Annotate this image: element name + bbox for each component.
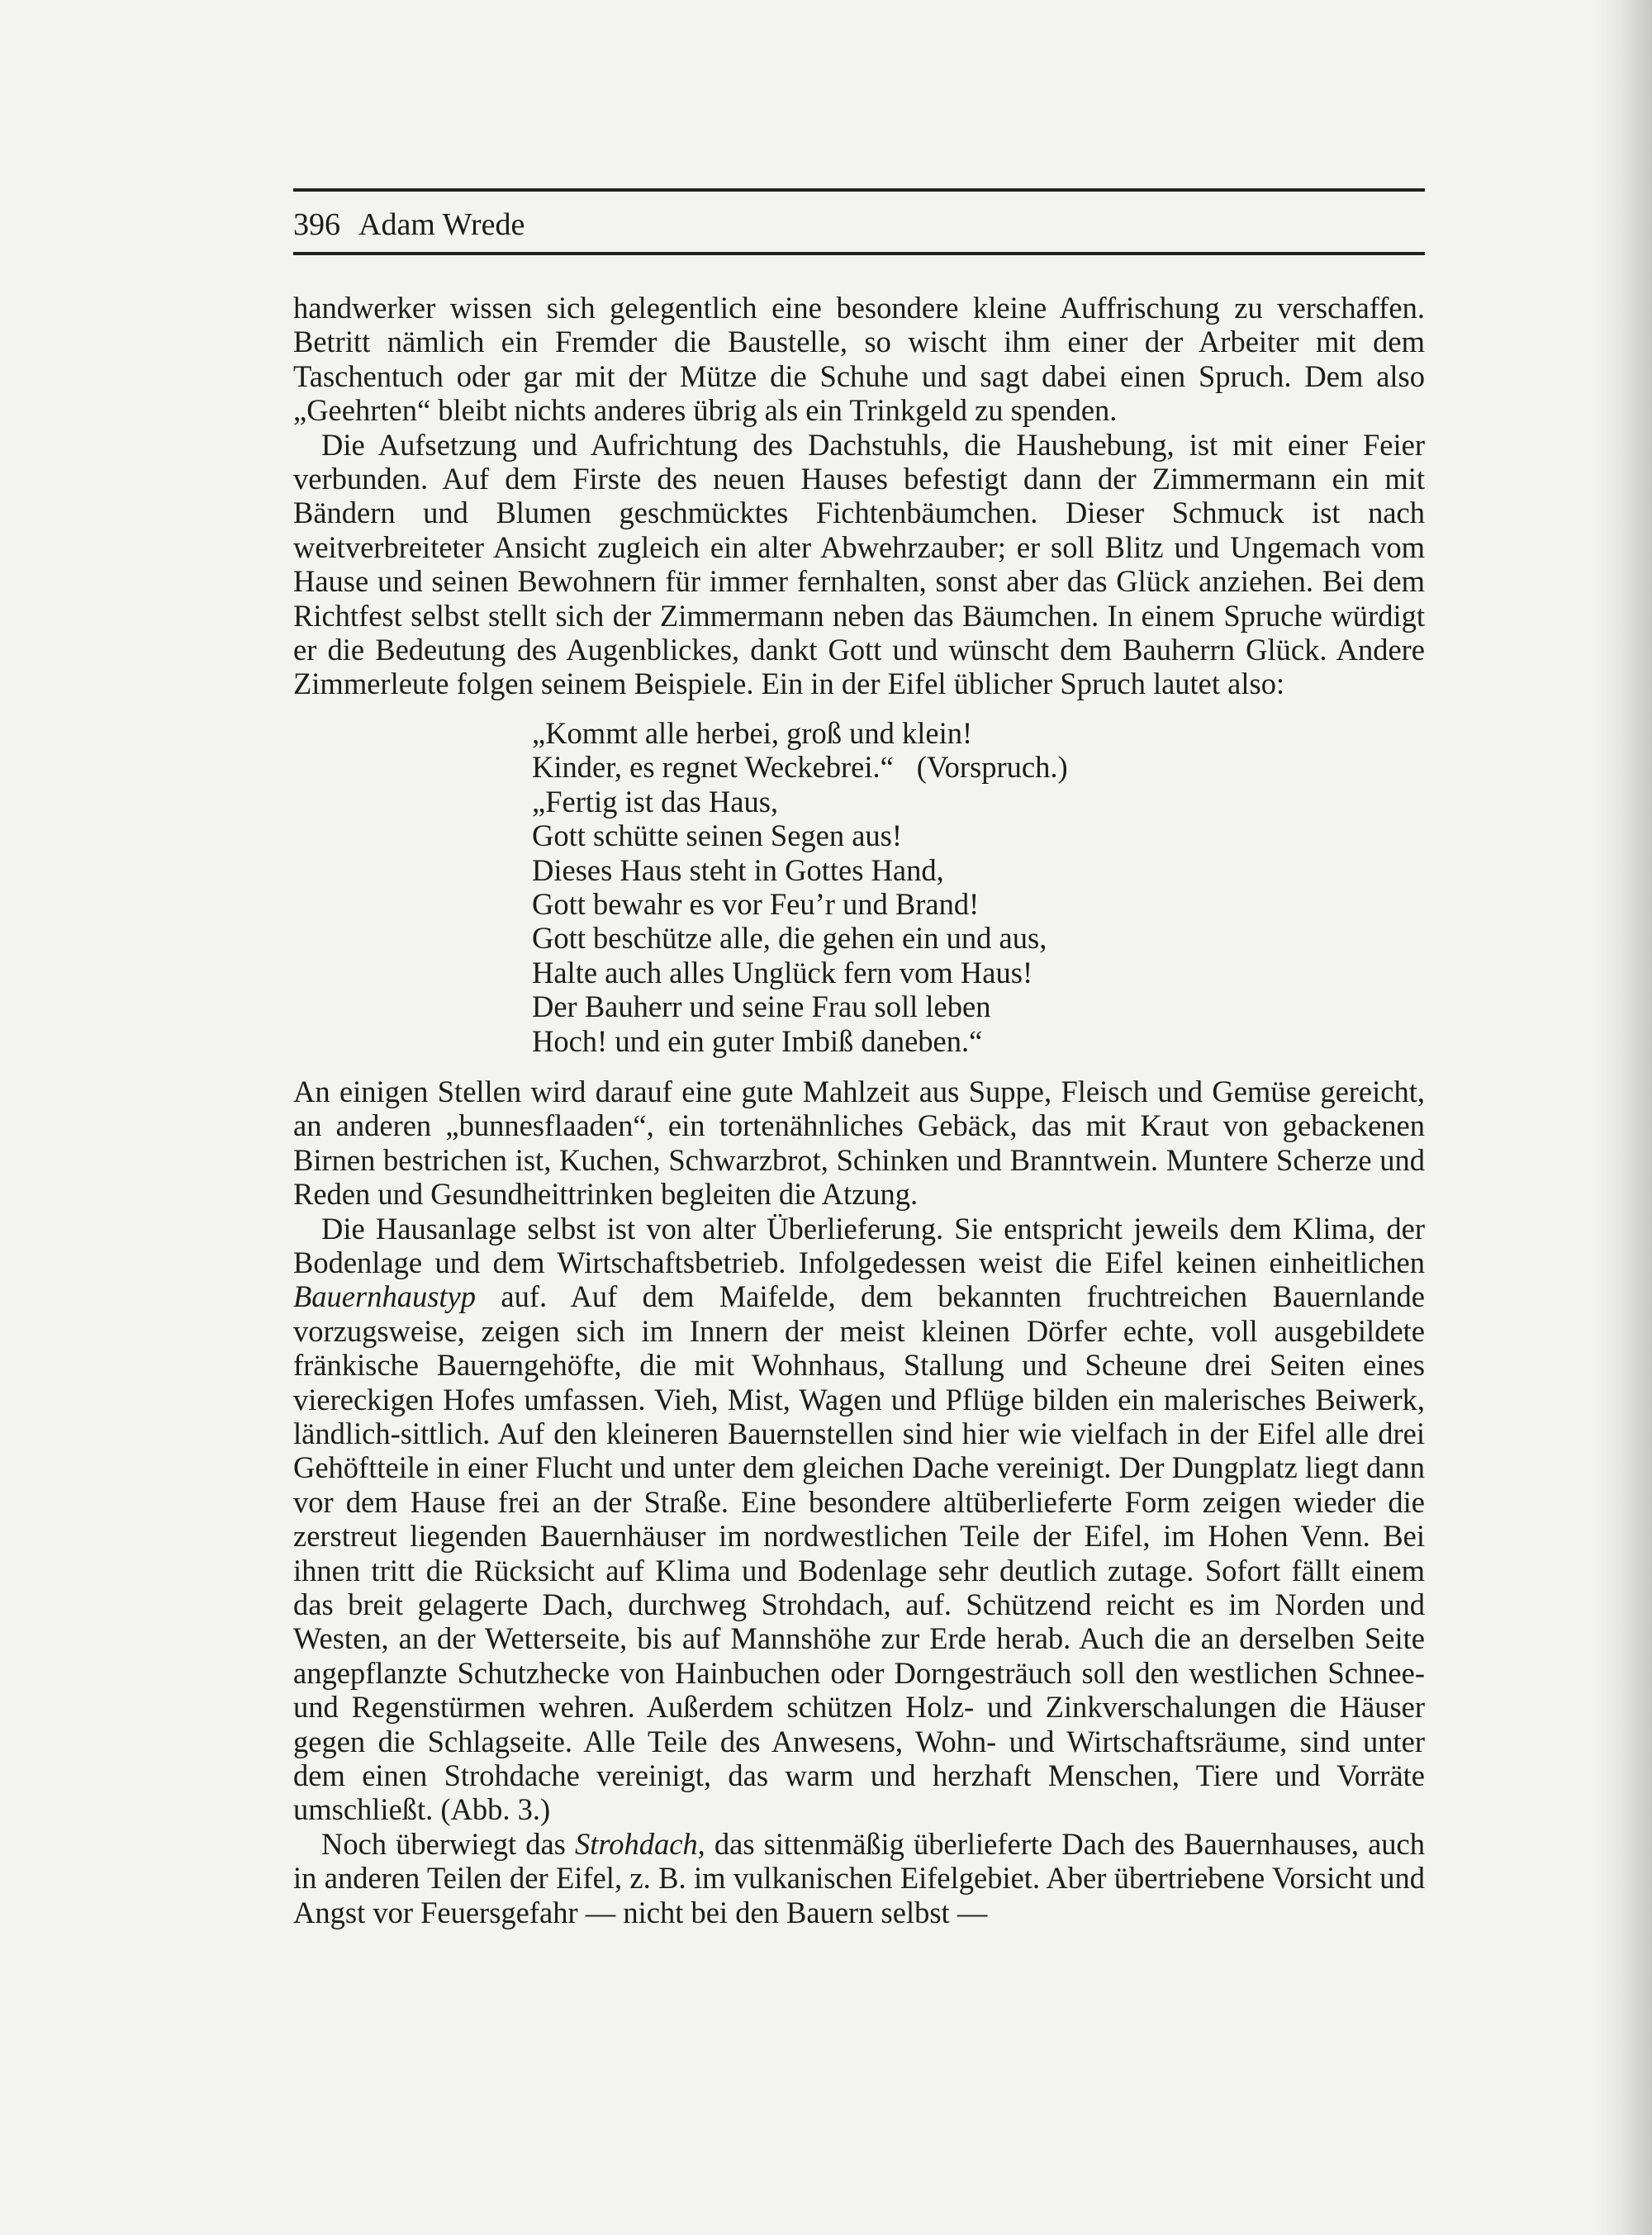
emphasis-bauernhaustyp: Bauernhaustyp bbox=[293, 1279, 476, 1314]
paragraph-5 bbox=[293, 1827, 1425, 1929]
verse-line: Hoch! und ein guter Imbiß daneben.“ bbox=[532, 1023, 983, 1058]
running-header bbox=[293, 202, 1425, 248]
verse-line: Gott beschütze alle, die gehen ein und aus, bbox=[532, 921, 1047, 956]
verse-line: „Fertig ist das Haus, bbox=[532, 784, 779, 819]
verse-line: Gott schütte seinen Segen aus! bbox=[532, 819, 903, 853]
paragraph-2: Die Aufsetzung und Aufrichtung des Dachstuhls, die Haushebung, ist mit einer Feier verbunden. Auf dem Firste des neuen Hauses befestigt dann der Zimmermann ein mit Bändern und Blumen geschmücktes Fichtenbäumchen. Dieser Schmuck ist nach weitverbreiteter Ansicht zugleich ein alter Abwehrzauber; er soll Blitz und Ungemach vom Hause und seinen Bewohnern für immer fernhalten, sonst aber das Glück anziehen. Bei dem Richtfest selbst stellt sich der Zimmermann neben das Bäumchen. In einem Spruche würdigt er die Bedeutung des Augenblickes, dankt Gott und wünscht dem Bauherrn Glück. Andere Zimmerleute folgen seinem Beispiele. Ein in der Eifel üblicher Spruch lautet also: bbox=[293, 427, 1425, 701]
paragraph-4-part-a: Die Hausanlage selbst ist von alter Überlieferung. Sie entspricht jeweils dem Klima, der Bodenlage und dem Wirtschaftsbetrieb. Infolgedessen weist die Eifel keinen einheitlichen bbox=[293, 1211, 1425, 1279]
body-text bbox=[293, 291, 1425, 1929]
paragraph-5-part-b: das sittenmäßig überlieferte Dach des Bauernhauses, auch in anderen Teilen der Eifel, z. B. im vulkanischen Eifelgebiet. Aber übertriebene Vorsicht und Angst vor Feuersgefahr — nicht bei den Bauern selbst — bbox=[293, 1826, 1425, 1929]
paragraph-5-part-a: Noch überwiegt das bbox=[321, 1826, 566, 1861]
paragraph-3: An einigen Stellen wird darauf eine gute Mahlzeit aus Suppe, Fleisch und Gemüse gereicht, an anderen „bunnesflaaden“, ein tortenähnliches Gebäck, das mit Kraut von gebackenen Birnen bestrichen ist, Kuchen, Schwarzbrot, Schinken und Branntwein. Muntere Scherze und Reden und Gesundheittrinken begleiten die Atzung. bbox=[293, 1074, 1425, 1212]
verse-line: Dieses Haus steht in Gottes Hand, bbox=[532, 852, 944, 887]
paragraph-4 bbox=[293, 1212, 1425, 1827]
verse-line: „Kommt alle herbei, groß und klein! bbox=[532, 715, 973, 750]
paragraph-1: handwerker wissen sich gelegentlich eine besondere kleine Auffrischung zu verschaffen. Betritt nämlich ein Fremder die Baustelle, so wischt ihm einer der Arbeiter mit dem Taschentuch oder gar mit der Mütze die Schuhe und sagt dabei einen Spruch. Dem also „Geehrten“ bleibt nichts anderes übrig als ein Trinkgeld zu spenden. bbox=[293, 291, 1425, 428]
header-rule-top bbox=[293, 188, 1425, 192]
verse-line bbox=[532, 750, 1425, 784]
verse-line: Der Bauherr und seine Frau soll leben bbox=[532, 989, 991, 1024]
verse-block bbox=[532, 716, 1425, 1058]
binding-shadow bbox=[1594, 0, 1652, 2235]
verse-line-text: Kinder, es regnet Weckebrei.“ bbox=[532, 750, 894, 785]
paragraph-4-part-b: auf. Auf dem Maifelde, dem bekannten fruchtreichen Bauernlande vorzugsweise, zeigen sich im Innern der meist kleinen Dörfer echte, voll ausgebildete fränkische Bauerngehöfte, die mit Wohnhaus, Stallung und Scheune drei Seiten eines viereckigen Hofes umfassen. Vieh, Mist, Wagen und Pflüge bilden ein malerisches Beiwerk, ländlich-sittlich. Auf den kleineren Bauernstellen sind hier wie vielfach in der Eifel alle drei Gehöftteile in einer Flucht und unter dem gleichen Dache vereinigt. Der Dungplatz liegt dann vor dem Hause frei an der Straße. Eine besondere altüberlieferte Form zeigen wieder die zerstreut liegenden Bauernhäuser im nordwestlichen Teile der Eifel, im Hohen Venn. Bei ihnen tritt die Rücksicht auf Klima und Bodenlage sehr deutlich zutage. Sofort fällt einem das breit gelagerte Dach, durchweg Strohdach, auf. Schützend reicht es im Norden und Westen, an der Wetterseite, bis auf Mannshöhe zur Erde herab. Auch die an derselben Seite angepflanzte Schutzhecke von Hainbuchen oder Dorngesträuch soll den westlichen Schnee- und Regenstürmen wehren. Außerdem schützen Holz- und Zinkverschalungen die Häuser gegen die Schlagseite. Alle Teile des Anwesens, Wohn- und Wirtschaftsräume, sind unter dem einen Strohdache vereinigt, das warm und herzhaft Menschen, Tiere und Vorräte umschließt. (Abb. 3.) bbox=[293, 1279, 1425, 1827]
emphasis-strohdach: Strohdach, bbox=[574, 1826, 705, 1861]
verse-note: (Vorspruch.) bbox=[916, 750, 1068, 785]
verse-line: Gott bewahr es vor Feu’r und Brand! bbox=[532, 886, 980, 921]
running-head-author: Adam Wrede bbox=[358, 207, 525, 242]
page-number: 396 bbox=[293, 207, 340, 242]
header-rule-bottom bbox=[293, 252, 1425, 255]
verse-line: Halte auch alles Unglück fern vom Haus! bbox=[532, 955, 1033, 989]
